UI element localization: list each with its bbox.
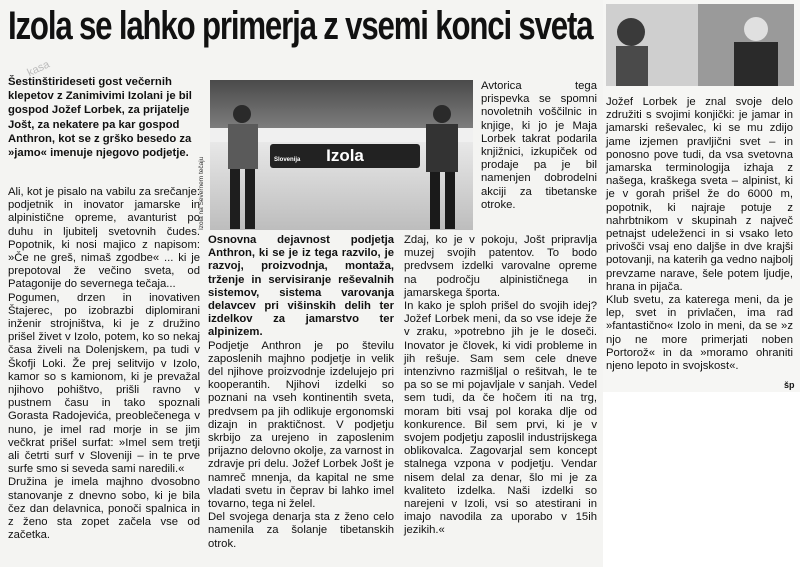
paragraph: Del svojega denarja sta z ženo celo namenila za šolanje tibetanskih otrok. bbox=[208, 511, 394, 550]
headline: Izola se lahko primerja z vsemi konci sveta bbox=[8, 4, 593, 48]
flag-label: Slovenija bbox=[274, 157, 301, 163]
column-3 bbox=[404, 234, 597, 538]
paragraph: Zdaj, ko je v pokoju, Jošt pripravlja muzej svojih patentov. To bodo predvsem izdelki varovalne opreme na področju alpinističnega in jamarskega športa. bbox=[404, 234, 597, 299]
paragraph: Družina je imela majhno dvosobno stanovanje z dnevno sobo, ki je bila čez dan delavnica, ponoči spalnica in z ženo sta zopet začela vse od začetka. bbox=[8, 476, 200, 542]
photo-caption: Izola na Severnem tečaju bbox=[198, 156, 205, 230]
column-4 bbox=[606, 96, 793, 373]
paragraph: Klub svetu, za katerega meni, da je lep, svet in privlačen, ima rad »fantastično« Izolo in meni, da se »z njo ne more primerjati noben Portorož« in da »moramo ohraniti njeno lepoto in svojskost«. bbox=[606, 294, 793, 373]
author-signature: šp bbox=[784, 380, 795, 390]
article-photo bbox=[210, 80, 473, 230]
paragraph: Osnovna dejavnost podjetja Anthron, ki se je iz tega razvilo, je razvoj, proizvodnja, montaža, trženje in servisiranje reševalnih sistemov, sistema varovanja delavcev pri višinskih delih ter izdelkov za jamarstvo ter alpinizem. bbox=[208, 234, 394, 339]
paragraph: In kako je sploh prišel do svojih idej? Jožef Lorbek meni, da so vse ideje že v zraku, »potrebno jih je le doseči. Inovator je človek, ki vidi probleme in jih rešuje. Sam sem cele dneve intenzivno razmišljal o rešitvah, le te pa so se mi pojavljale v sanjah. Vedel sem tudi, da če hočem iti na trg, moram biti vsaj pol koraka dlje od konkurence. Bil sem prvi, ki je v svojem podjetju zaposlil industrijskega oblikovalca. Zagovarjal sem koncept stalnega vzpona v podjetju. Vendar nisem delal za denar, šlo mi je za kvaliteto izdelka. Naši izdelki so narejeni v Izoli, vsi so atestirani in imajo navodila za uporabo v 15ih jezikih.« bbox=[404, 300, 597, 537]
column-2 bbox=[208, 234, 394, 551]
paragraph: Pogumen, drzen in inovativen Štajerec, po izobrazbi diplomirani inženir strojništva, ki je z družino prišel živet v Izolo, potem, ko so nekaj časa živeli na Dolenjskem, pa tudi v Škofji Loki. Že prej selitvijo v Izolo, kamor so s kamionom, ki je prevažal njihovo pohištvo, prišli ravno v pustnem času in tako spoznali Gorasta Radojevića, preoblečenega v nuno, je imel rad morje in se jim večkrat prišel surfat: »Imel sem tretji ali četrti surf v Sloveniji – in te prve surfe smo si seveda sami naredili.« bbox=[8, 291, 200, 476]
column-3-top: Avtorica tega prispevka se spomni novoletnih voščilnic in knjige, ki jo je Maja Lorbek takrat podarila knjižnici, izkupiček od prodaje pa je bil namenjen dobrodelni akciji za tibetanske otroke. bbox=[481, 80, 597, 211]
paragraph: Jožef Lorbek je znal svoje delo združiti s svojimi konjički: je jamar in jamarski reševalec, ki se mu zdijo jame izjemen pravljični svet – in ponosno pove tudi, da vsa svetovna jamarska terminologija izhaja z našega, kraškega sveta – alpinist, ki je v gorah prišel že do 6000 m, popotnik, ki najraje potuje z nahrbtnikom v skupinah z največ petnajst udeleženci in si vsako leto privošči vsaj eno daljše in dve krajši potovanji, na katerih ga vedno najbolj prevzame narave, šele potem ljudje, hrana in pijača. bbox=[606, 96, 793, 293]
banner-text: Izola bbox=[326, 146, 364, 165]
izola-banner bbox=[270, 144, 420, 168]
person-figure bbox=[420, 102, 465, 230]
watermark: kasa bbox=[25, 58, 52, 80]
person-figure bbox=[220, 102, 265, 230]
paragraph: Podjetje Anthron je po številu zaposlenih majhno podjetje in velik del njihove proizvodnje izdelujejo pri kooperantih. Njihovi izdelki so poznani na vseh kontinentih sveta, predvsem pa jih odlikuje ergonomski dizajn in praktičnost. V podjetju skrbijo za urejeno in zaposlenim prijazno delovno okolje, za varnost in zdravje pri delu. Jožef Lorbek Jošt je namreč mnenja, da kapital ne sme vladati svetu in čeprav bi lahko imel tovarno, tega ni želel. bbox=[208, 339, 394, 511]
paragraph: Ali, kot je pisalo na vabilu za srečanje: podjetnik in inovator jamarske in alpinistične opreme, avanturist po duhu in ljubitelj svetovnih čudes. Popotnik, ki nosi majico z napisom: »Če ne greš, nimaš zgodbe« ... ki je prepotoval že večino sveta, od Patagonije do severnega tečaja... bbox=[8, 186, 200, 291]
column-1 bbox=[8, 186, 200, 542]
lead-paragraph: Šestinštirideseti gost večernih klepetov z Zanimivimi Izolani je bil gospod Jožef Lorbek, za prijatelje Jošt, za nekatere pa kar gospod Anthron, kot se z grško besedo za »jamo« imenuje njegovo podjetje. bbox=[8, 76, 192, 160]
portrait-photo bbox=[606, 4, 794, 86]
